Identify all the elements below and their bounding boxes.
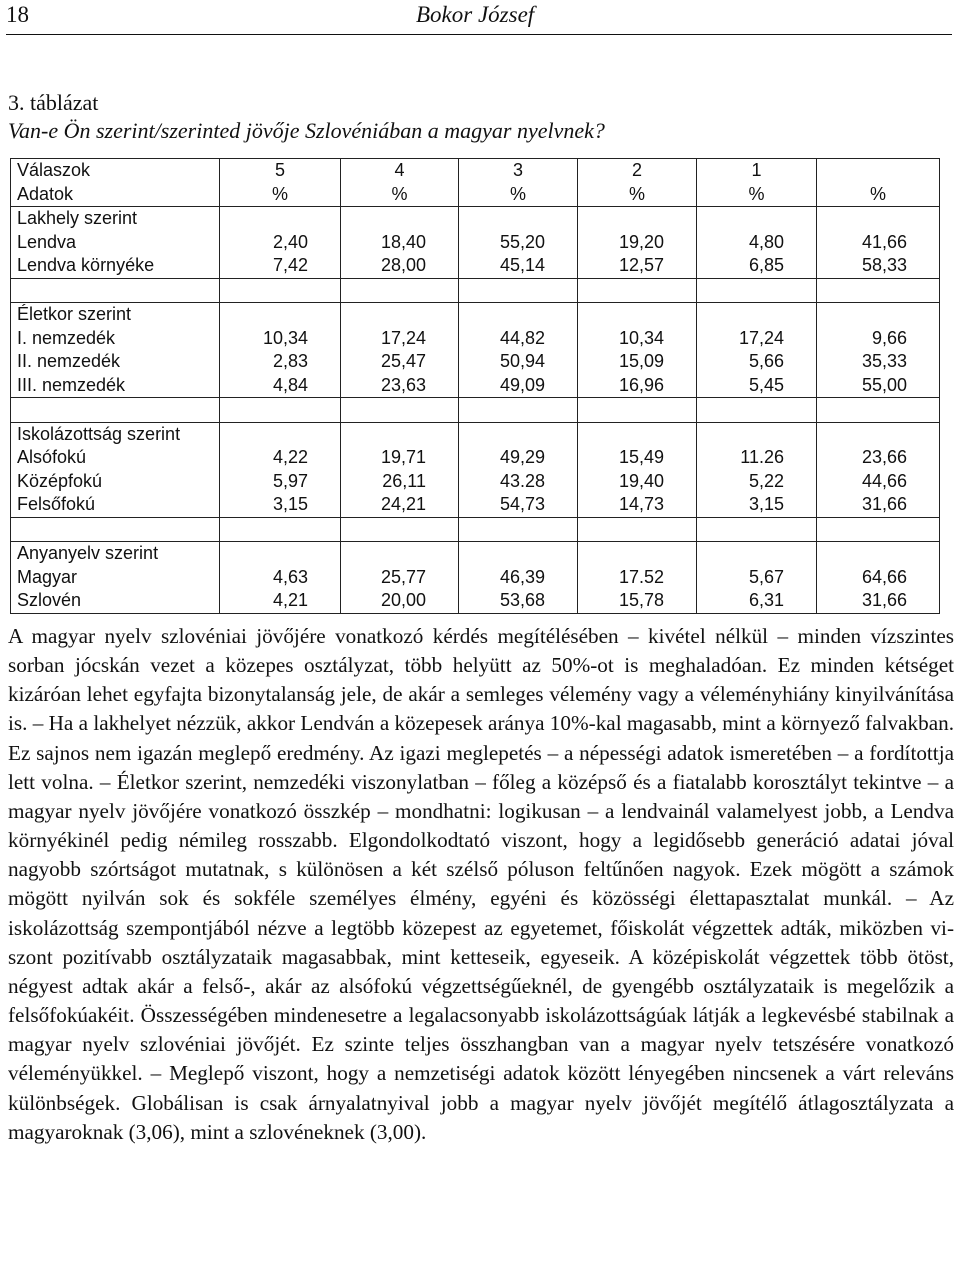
cell-1: 4,80 xyxy=(697,231,817,255)
header-cell: Válaszok xyxy=(11,159,220,183)
page-header xyxy=(6,0,952,35)
header-cell: % xyxy=(817,183,940,207)
cell-3: 50,94 xyxy=(459,350,578,374)
cell-pct: 58,33 xyxy=(817,254,940,278)
cell-pct: 23,66 xyxy=(817,446,940,470)
header-cell: % xyxy=(459,183,578,207)
cell-4: 19,71 xyxy=(341,446,459,470)
cell-2: 10,34 xyxy=(578,327,697,351)
cell-3: 45,14 xyxy=(459,254,578,278)
table-row xyxy=(11,470,940,494)
header-cell: % xyxy=(341,183,459,207)
header-cell: 2 xyxy=(578,159,697,183)
cell-pct: 31,66 xyxy=(817,493,940,517)
cell-pct: 9,66 xyxy=(817,327,940,351)
cell-5: 3,15 xyxy=(220,493,341,517)
row-label: Alsófokú xyxy=(11,446,220,470)
cell-4: 18,40 xyxy=(341,231,459,255)
header-row-answers xyxy=(11,159,940,183)
group-title-row xyxy=(11,207,940,231)
group-title: Életkor szerint xyxy=(11,303,220,327)
row-label: Szlovén xyxy=(11,589,220,613)
cell-4: 24,21 xyxy=(341,493,459,517)
cell-2: 15,49 xyxy=(578,446,697,470)
group-title: Anyanyelv szerint xyxy=(11,542,220,566)
cell-4: 26,11 xyxy=(341,470,459,494)
row-label: II. nemzedék xyxy=(11,350,220,374)
table-row xyxy=(11,446,940,470)
survey-table xyxy=(10,158,940,614)
spacer-row xyxy=(11,517,940,542)
cell-pct: 44,66 xyxy=(817,470,940,494)
cell-pct: 41,66 xyxy=(817,231,940,255)
page-number: 18 xyxy=(6,2,29,27)
spacer-row xyxy=(11,278,940,303)
cell-4: 17,24 xyxy=(341,327,459,351)
table-row xyxy=(11,374,940,398)
cell-2: 19,20 xyxy=(578,231,697,255)
cell-3: 43.28 xyxy=(459,470,578,494)
spacer-row xyxy=(11,398,940,423)
group-title: Lakhely szerint xyxy=(11,207,220,231)
row-label: I. nemzedék xyxy=(11,327,220,351)
cell-5: 2,83 xyxy=(220,350,341,374)
cell-5: 7,42 xyxy=(220,254,341,278)
header-cell: 3 xyxy=(459,159,578,183)
header-row-units xyxy=(11,183,940,207)
cell-4: 25,47 xyxy=(341,350,459,374)
table-row xyxy=(11,493,940,517)
cell-1: 5,67 xyxy=(697,566,817,590)
cell-2: 12,57 xyxy=(578,254,697,278)
cell-2: 14,73 xyxy=(578,493,697,517)
cell-4: 20,00 xyxy=(341,589,459,613)
cell-2: 19,40 xyxy=(578,470,697,494)
table-row xyxy=(11,566,940,590)
cell-pct: 64,66 xyxy=(817,566,940,590)
header-cell: % xyxy=(220,183,341,207)
table-row xyxy=(11,254,940,278)
cell-2: 17.52 xyxy=(578,566,697,590)
cell-pct: 35,33 xyxy=(817,350,940,374)
row-label: III. nemzedék xyxy=(11,374,220,398)
cell-1: 6,85 xyxy=(697,254,817,278)
cell-3: 49,29 xyxy=(459,446,578,470)
group-title-row xyxy=(11,422,940,446)
cell-1: 5,45 xyxy=(697,374,817,398)
cell-5: 4,63 xyxy=(220,566,341,590)
cell-4: 23,63 xyxy=(341,374,459,398)
cell-pct: 55,00 xyxy=(817,374,940,398)
group-title: Iskolázottság szerint xyxy=(11,422,220,446)
cell-5: 5,97 xyxy=(220,470,341,494)
cell-2: 16,96 xyxy=(578,374,697,398)
cell-5: 4,22 xyxy=(220,446,341,470)
row-label: Felsőfokú xyxy=(11,493,220,517)
header-cell: 5 xyxy=(220,159,341,183)
cell-5: 4,84 xyxy=(220,374,341,398)
cell-1: 11.26 xyxy=(697,446,817,470)
cell-5: 4,21 xyxy=(220,589,341,613)
header-cell: 4 xyxy=(341,159,459,183)
cell-1: 5,66 xyxy=(697,350,817,374)
cell-3: 44,82 xyxy=(459,327,578,351)
row-label: Lendva xyxy=(11,231,220,255)
table-row xyxy=(11,350,940,374)
cell-pct: 31,66 xyxy=(817,589,940,613)
cell-3: 53,68 xyxy=(459,589,578,613)
cell-4: 28,00 xyxy=(341,254,459,278)
cell-4: 25,77 xyxy=(341,566,459,590)
group-title-row xyxy=(11,303,940,327)
body-paragraph: A magyar nyelv szlovéniai jövőjére vonatkozó kérdés megítélésében – kivétel nélkül – minden vízszintes sorban jócskán vezet a közepes osztályzat, több helyütt az 50%-ot is meghaladóan. Ez minden kétséget kizáróan lehet egyfajta bizonytalanság jele, de akár a semleges vélemény vagy a véleményhiány kinyilvánítása is. – Ha a lakhelyet nézzük, akkor Lendván a közepesek aránya 10%-kal magasabb, mint a környező falvakban. Ez sajnos nem igazán meglepő eredmény. Az igazi meglepetés – a népességi adatok ismeretében – a fordítottja lett volna. – Életkor szerint, nemzedéki viszonylatban – főleg a középső és a fiatalabb korosztályt tekintve – a magyar nyelv jövőjére vonatkozó összkép – mondhatni: logikusan – a lendvainál valamelyest jobb, a Lendva környékinél pedig némileg rosszabb. Elgondolkodtató viszont, hogy a legidősebb generáció adatai jóval nagyobb szórtságot mutatnak, s különösen a két szélső póluson feltűnően nagyok. Ezek mögött a számok mögött nyilván sok és sokféle személyes élmény, egyéni és közösségi élettapasztalat munkál. – Az iskolázottság szempontjából nézve a legtöbb közepest az egyetemet, főiskolát végzettek adták, miközben viszont pozitívabb osztályzataik magasabbak, mint ketteseik, egyeseik. A középiskolát végzettek több ötöst, négyest adtak akár a felső-, akár az alsófokú végzettségűeknél, de gyengébb osztályzataik is megelőzik a felsőfokúakéit. Összességében mindenesetre a legalacsonyabb iskolázottságúak látják a legkevésbé stabilnak a magyar nyelv szlovéniai jövőjét. Ez szinte teljes összhangban van a magyar nyelv tetszésére vonatkozó véleményükkel. – Meglepő viszont, hogy a nemzetiségi adatok között lényegében nincsenek a várt releváns különbségek. Globálisan is csak árnyalatnyival jobb a magyar nyelv jövőjét megítélő átlagosztályzata a magyaroknak (3,06), mint a szlovéneknek (3,00). xyxy=(8,624,954,1144)
cell-3: 49,09 xyxy=(459,374,578,398)
header-cell xyxy=(817,159,940,183)
cell-2: 15,09 xyxy=(578,350,697,374)
table-caption-number: 3. táblázat xyxy=(8,90,99,115)
cell-1: 3,15 xyxy=(697,493,817,517)
row-label: Középfokú xyxy=(11,470,220,494)
running-head-author: Bokor József xyxy=(416,2,535,27)
group-title-row xyxy=(11,542,940,566)
table-row xyxy=(11,327,940,351)
header-cell: Adatok xyxy=(11,183,220,207)
cell-1: 6,31 xyxy=(697,589,817,613)
row-label: Magyar xyxy=(11,566,220,590)
cell-3: 46,39 xyxy=(459,566,578,590)
cell-3: 54,73 xyxy=(459,493,578,517)
header-cell: % xyxy=(697,183,817,207)
row-label: Lendva környéke xyxy=(11,254,220,278)
header-cell: 1 xyxy=(697,159,817,183)
cell-2: 15,78 xyxy=(578,589,697,613)
cell-3: 55,20 xyxy=(459,231,578,255)
table-row xyxy=(11,231,940,255)
cell-5: 2,40 xyxy=(220,231,341,255)
cell-1: 17,24 xyxy=(697,327,817,351)
table-caption-title: Van-e Ön szerint/szerinted jövője Szlovéniában a magyar nyelvnek? xyxy=(8,118,605,143)
table-row xyxy=(11,589,940,613)
header-cell: % xyxy=(578,183,697,207)
cell-1: 5,22 xyxy=(697,470,817,494)
cell-5: 10,34 xyxy=(220,327,341,351)
